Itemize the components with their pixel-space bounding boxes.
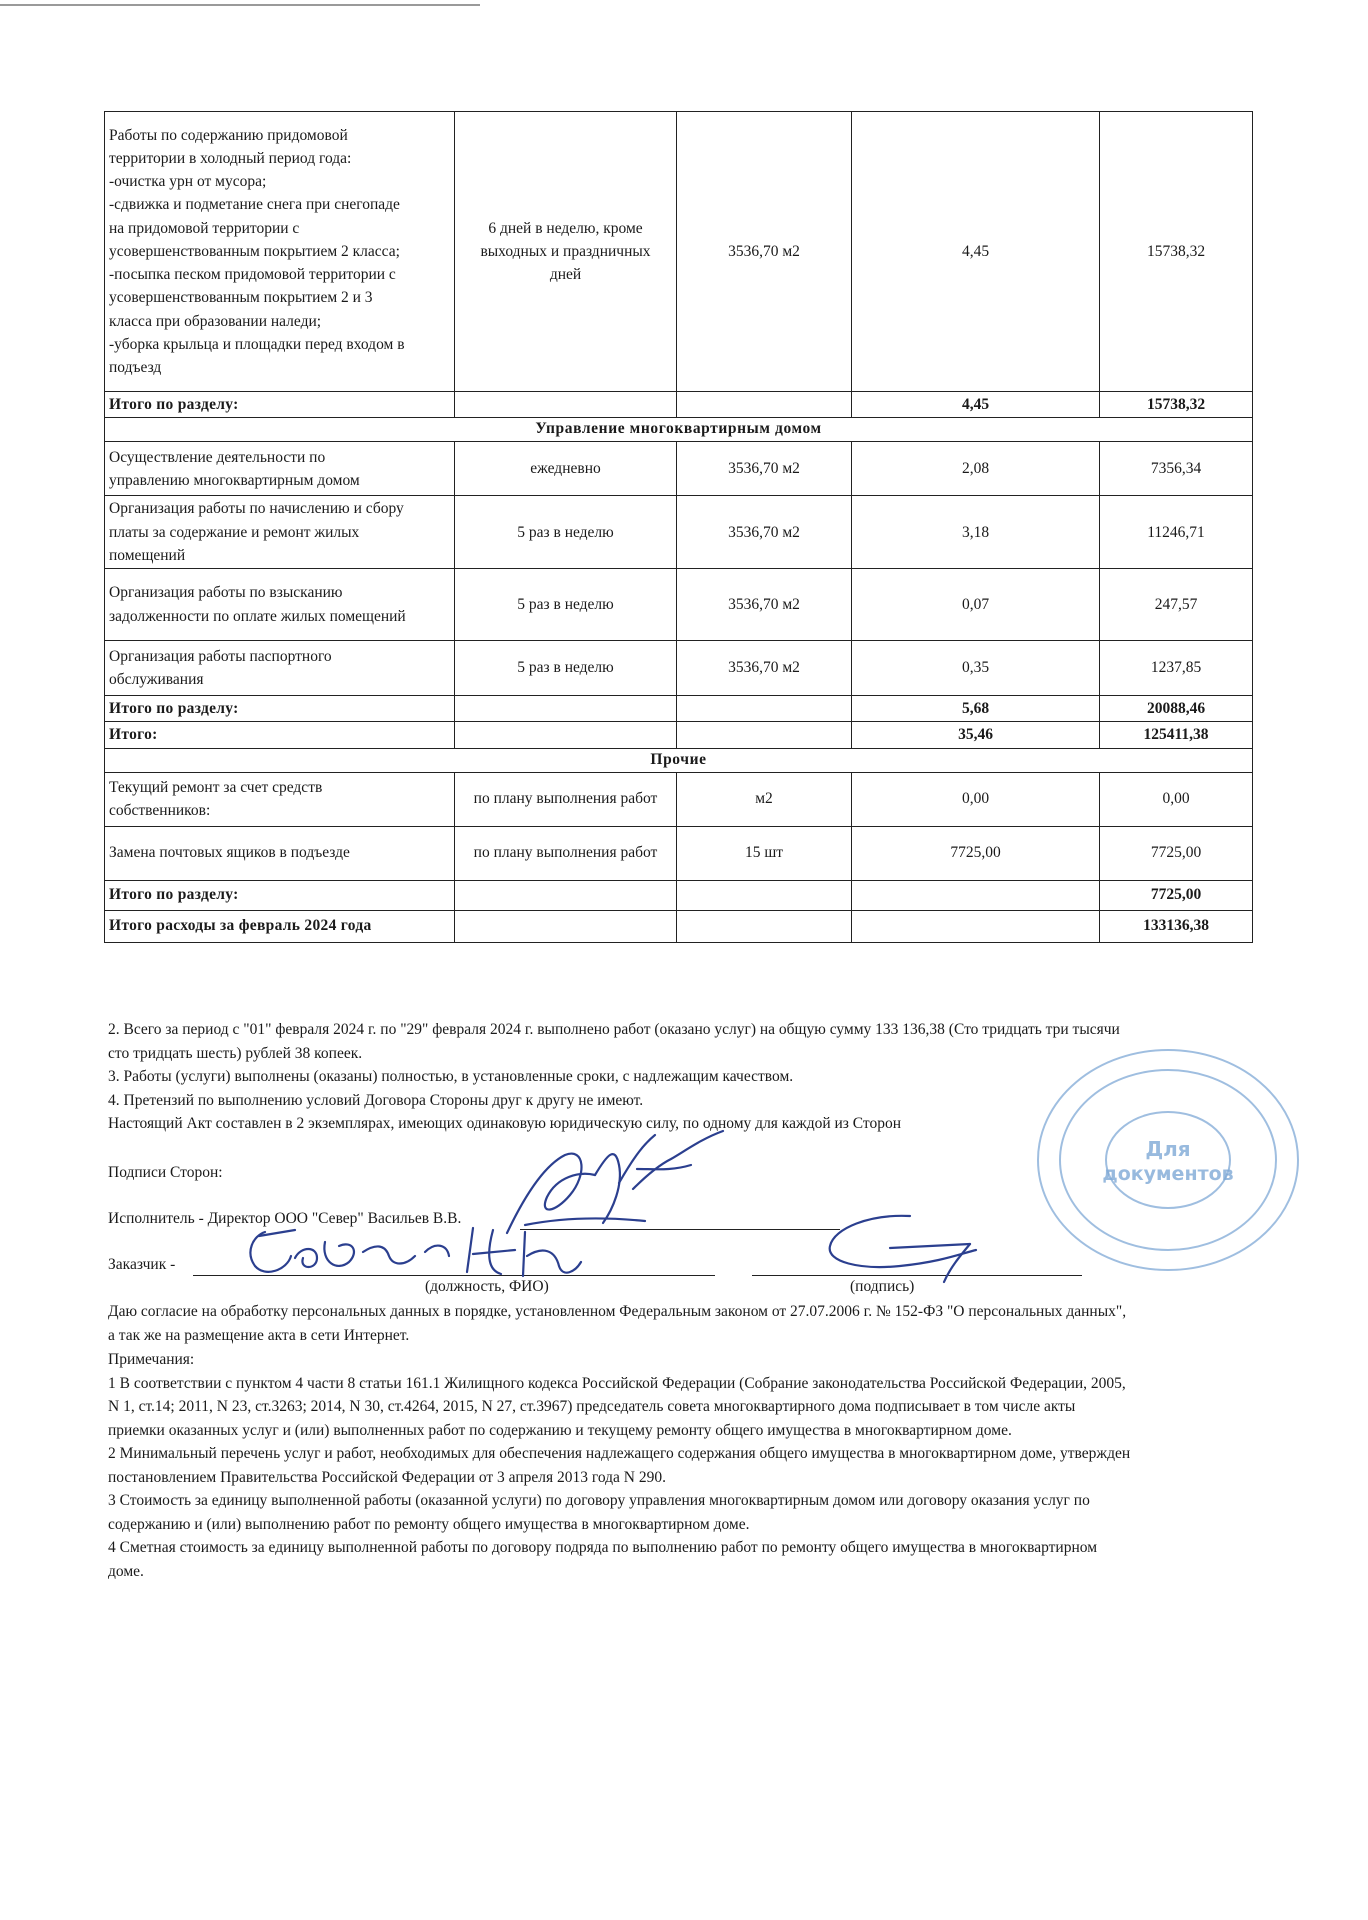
quantity: 3536,70 м2 [677,112,852,392]
periodicity: 6 дней в неделю, кроме выходных и праздничных дней [455,112,677,392]
note-line: 1 В соответствии с пунктом 4 части 8 статьи 161.1 Жилищного кодекса Российской Федерации (Собрание законодательства Российской Федерации, 2005, [108,1374,1126,1392]
work-name: Осуществление деятельности по управлению многоквартирным домом [105,442,455,496]
rate: 4,45 [852,112,1100,392]
section-total-row [105,880,1253,910]
clause-paragraph: 4. Претензий по выполнению условий Договора Стороны друг к другу не имеют. [108,1091,644,1109]
grand-subtotal-row [105,722,1253,748]
total-label: Итого: [105,722,455,748]
clause-paragraph: 3. Работы (услуги) выполнены (оказаны) полностью, в установленные сроки, с надлежащим качеством. [108,1068,794,1085]
section-total-row [105,696,1253,722]
quantity: 3536,70 м2 [677,569,852,641]
quantity: 15 шт [677,826,852,880]
work-name: Замена почтовых ящиков в подъезде [105,826,455,880]
signature-caption: (подпись) [850,1278,915,1295]
clause-paragraph: Настоящий Акт составлен в 2 экземплярах, имеющих одинаковую юридическую силу, по одному для каждой из Сторон [108,1115,902,1132]
customer-label: Заказчик - [108,1256,176,1273]
note-line: постановлением Правительства Российской Федерации от 3 апреля 2013 года N 290. [108,1468,666,1486]
work-name: Организация работы по взысканию задолженности по оплате жилых помещений [105,569,455,641]
quantity: 3536,70 м2 [677,641,852,696]
periodicity: по плану выполнения работ [455,772,677,826]
consent-line: а так же на размещение акта в сети Интернет. [108,1326,410,1344]
periodicity: 5 раз в неделю [455,496,677,569]
total-label: Итого расходы за февраль 2024 года [105,910,455,942]
note-line: доме. [108,1562,144,1580]
note-line: содержанию и (или) выполнению работ по ремонту общего имущества в многоквартирном доме. [108,1515,750,1533]
note-line: 3 Стоимость за единицу выполненной работы (оказанной услуги) по договору управления многоквартирным домом или договору оказания услуг по [108,1492,1090,1509]
works-table [104,111,1253,943]
stamp-center-text: документов [1102,1163,1234,1185]
rate: 0,00 [852,772,1100,826]
table-row [105,442,1253,496]
table-row [105,569,1253,641]
clause-paragraph: 2. Всего за период с "01" февраля 2024 г. по "29" февраля 2024 г. выполнено работ (оказано услуг) на общую сумму 133 136,38 (Сто тридцать три тысячи [108,1021,1120,1038]
periodicity: 5 раз в неделю [455,641,677,696]
periodicity: ежедневно [455,442,677,496]
total-rate [852,910,1100,942]
cost: 15738,32 [1100,112,1253,392]
quantity: 3536,70 м2 [677,442,852,496]
work-name: Организация работы по начислению и сбору платы за содержание и ремонт жилых помещений [105,496,455,569]
total-cost: 7725,00 [1100,880,1253,910]
total-rate: 35,46 [852,722,1100,748]
work-name: Работы по содержанию придомовой территории в холодный период года: -очистка урн от мусора; -сдвижка и подметание снега при снегопаде на придомовой территории с усовершенствованным покрытием 2 класса; -посыпка песком придомовой территории с усовершенствованным покрытием 2 и 3 класса при образовании наледи; -уборка крыльца и площадки перед входом в подъезд [105,112,455,392]
rate: 3,18 [852,496,1100,569]
total-rate: 4,45 [852,392,1100,418]
cost: 1237,85 [1100,641,1253,696]
total-cost: 133136,38 [1100,910,1253,942]
section-title: Прочие [105,748,1253,772]
rate: 0,07 [852,569,1100,641]
section-total-row [105,392,1253,418]
section-title: Управление многоквартирным домом [105,418,1253,442]
total-label: Итого по разделу: [105,392,455,418]
notes-block [108,1348,1308,1583]
table-row [105,826,1253,880]
cost: 7725,00 [1100,826,1253,880]
work-name: Текущий ремонт за счет средств собственников: [105,772,455,826]
total-rate: 5,68 [852,696,1100,722]
executor-line: Исполнитель - Директор ООО "Север" Васильев В.В. [108,1210,462,1227]
periodicity: по плану выполнения работ [455,826,677,880]
clause-paragraph: сто тридцать шесть) рублей 38 копеек. [108,1044,363,1062]
section-header-row [105,748,1253,772]
total-rate [852,880,1100,910]
rate: 0,35 [852,641,1100,696]
organization-stamp [1018,1040,1318,1280]
total-label: Итого по разделу: [105,880,455,910]
total-cost: 15738,32 [1100,392,1253,418]
total-cost: 20088,46 [1100,696,1253,722]
rate: 7725,00 [852,826,1100,880]
note-line: N 1, ст.14; 2011, N 23, ст.3263; 2014, N 30, ст.4264, 2015, N 27, ст.3967) председатель совета многоквартирного дома подписывает в том числе акты [108,1398,1076,1415]
work-name: Организация работы паспортного обслуживания [105,641,455,696]
cost: 7356,34 [1100,442,1253,496]
table-row [105,496,1253,569]
notes-heading: Примечания: [108,1351,195,1368]
quantity: 3536,70 м2 [677,496,852,569]
table-row [105,112,1253,392]
table-row [105,641,1253,696]
stamp-center-text: Для [1145,1137,1191,1161]
cost: 247,57 [1100,569,1253,641]
cost: 0,00 [1100,772,1253,826]
customer-name-handwriting [225,1222,605,1292]
total-label: Итого по разделу: [105,696,455,722]
customer-signature-image [820,1210,1010,1290]
total-cost: 125411,38 [1100,722,1253,748]
periodicity: 5 раз в неделю [455,569,677,641]
grand-total-row [105,910,1253,942]
note-line: приемки оказанных услуг и (или) выполненных работ по содержанию и текущему ремонту общего имущества в многоквартирном доме. [108,1421,1012,1439]
table-row [105,772,1253,826]
note-line: 4 Сметная стоимость за единицу выполненной работы по договору подряда по выполнению работ по ремонту общего имущества в многоквартирном [108,1539,1098,1556]
rate: 2,08 [852,442,1100,496]
signatures-heading: Подписи Сторон: [108,1164,223,1181]
quantity: м2 [677,772,852,826]
consent-line: Даю согласие на обработку персональных данных в порядке, установленном Федеральным законом от 27.07.2006 г. № 152-ФЗ "О персональных данных", [108,1303,1127,1320]
consent-block [108,1300,1308,1347]
note-line: 2 Минимальный перечень услуг и работ, необходимых для обеспечения надлежащего содержания общего имущества в многоквартирном доме, утвержден [108,1445,1131,1462]
section-header-row [105,418,1253,442]
scan-edge-line [0,4,480,6]
cost: 11246,71 [1100,496,1253,569]
position-caption: (должность, ФИО) [425,1278,549,1295]
